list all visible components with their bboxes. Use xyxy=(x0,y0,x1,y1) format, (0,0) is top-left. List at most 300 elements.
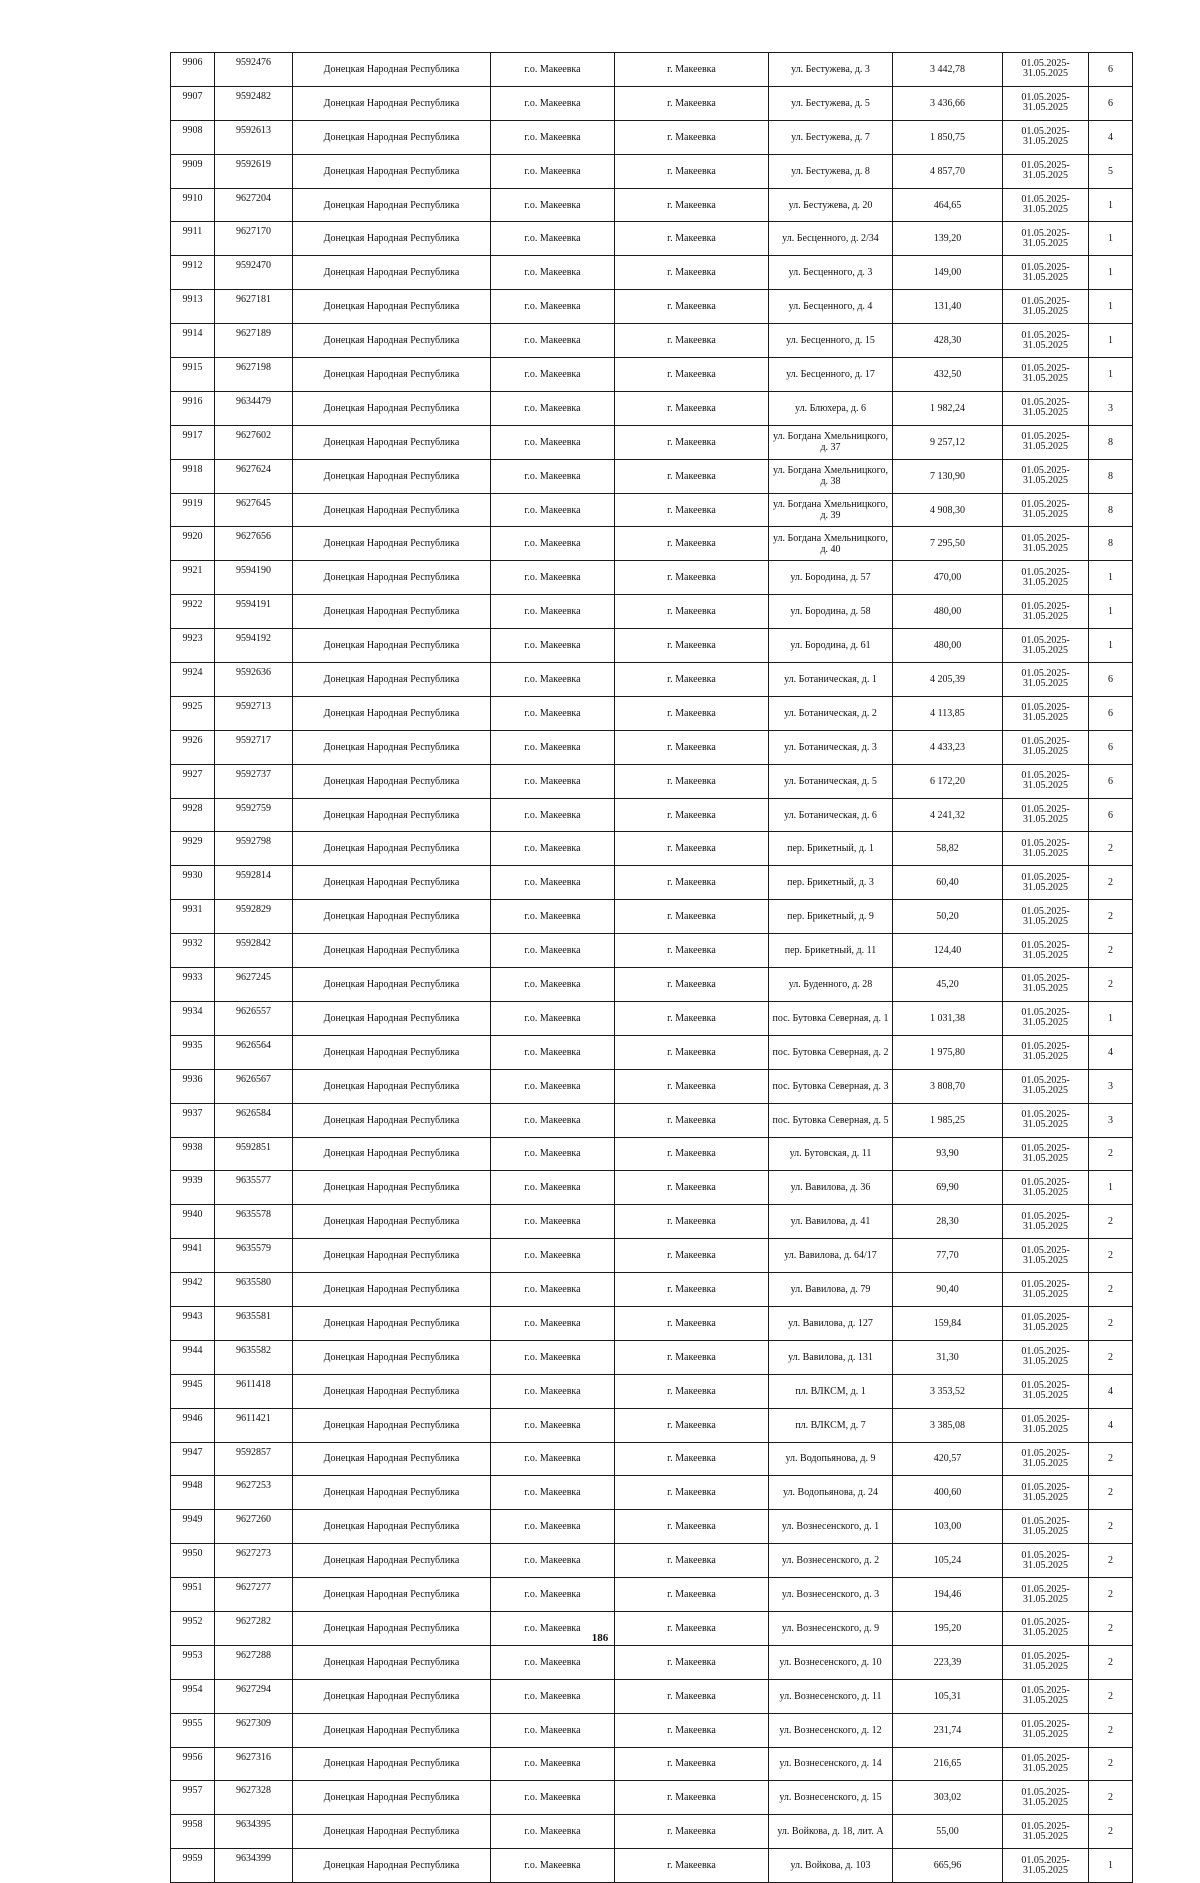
object-id-cell: 9627204 xyxy=(215,188,293,222)
row-number-cell: 9935 xyxy=(171,1035,215,1069)
count-cell: 2 xyxy=(1089,968,1133,1002)
district-cell: г.о. Макеевка xyxy=(491,1713,615,1747)
area-cell: 90,40 xyxy=(893,1273,1003,1307)
region-cell: Донецкая Народная Республика xyxy=(293,798,491,832)
area-cell: 216,65 xyxy=(893,1747,1003,1781)
area-cell: 231,74 xyxy=(893,1713,1003,1747)
object-id-cell: 9627277 xyxy=(215,1578,293,1612)
district-cell: г.о. Макеевка xyxy=(491,1781,615,1815)
period-cell: 01.05.2025-31.05.2025 xyxy=(1003,1069,1089,1103)
count-cell: 6 xyxy=(1089,86,1133,120)
district-cell: г.о. Макеевка xyxy=(491,290,615,324)
period-cell: 01.05.2025-31.05.2025 xyxy=(1003,1374,1089,1408)
city-cell: г. Макеевка xyxy=(615,1306,769,1340)
region-cell: Донецкая Народная Республика xyxy=(293,1476,491,1510)
count-cell: 5 xyxy=(1089,154,1133,188)
count-cell: 4 xyxy=(1089,120,1133,154)
period-cell: 01.05.2025-31.05.2025 xyxy=(1003,1645,1089,1679)
table-row xyxy=(171,595,1133,629)
count-cell: 2 xyxy=(1089,1815,1133,1849)
count-cell: 8 xyxy=(1089,459,1133,493)
area-cell: 159,84 xyxy=(893,1306,1003,1340)
city-cell: г. Макеевка xyxy=(615,188,769,222)
address-cell: пер. Брикетный, д. 3 xyxy=(769,866,893,900)
table-row xyxy=(171,1679,1133,1713)
city-cell: г. Макеевка xyxy=(615,561,769,595)
table-row xyxy=(171,968,1133,1002)
district-cell: г.о. Макеевка xyxy=(491,764,615,798)
city-cell: г. Макеевка xyxy=(615,1239,769,1273)
city-cell: г. Макеевка xyxy=(615,1476,769,1510)
period-cell: 01.05.2025-31.05.2025 xyxy=(1003,1273,1089,1307)
row-number-cell: 9944 xyxy=(171,1340,215,1374)
district-cell: г.о. Макеевка xyxy=(491,1645,615,1679)
period-cell: 01.05.2025-31.05.2025 xyxy=(1003,1849,1089,1883)
city-cell: г. Макеевка xyxy=(615,730,769,764)
city-cell: г. Макеевка xyxy=(615,1035,769,1069)
count-cell: 2 xyxy=(1089,1645,1133,1679)
object-id-cell: 9635580 xyxy=(215,1273,293,1307)
region-cell: Донецкая Народная Республика xyxy=(293,459,491,493)
object-id-cell: 9592717 xyxy=(215,730,293,764)
row-number-cell: 9931 xyxy=(171,900,215,934)
area-cell: 480,00 xyxy=(893,595,1003,629)
object-id-cell: 9626567 xyxy=(215,1069,293,1103)
region-cell: Донецкая Народная Республика xyxy=(293,1069,491,1103)
row-number-cell: 9936 xyxy=(171,1069,215,1103)
region-cell: Донецкая Народная Республика xyxy=(293,1781,491,1815)
district-cell: г.о. Макеевка xyxy=(491,324,615,358)
object-id-cell: 9592476 xyxy=(215,53,293,87)
district-cell: г.о. Макеевка xyxy=(491,1137,615,1171)
row-number-cell: 9913 xyxy=(171,290,215,324)
district-cell: г.о. Макеевка xyxy=(491,1408,615,1442)
region-cell: Донецкая Народная Республика xyxy=(293,1679,491,1713)
city-cell: г. Макеевка xyxy=(615,900,769,934)
table-row xyxy=(171,764,1133,798)
table-row xyxy=(171,1849,1133,1883)
city-cell: г. Макеевка xyxy=(615,86,769,120)
count-cell: 2 xyxy=(1089,832,1133,866)
district-cell: г.о. Макеевка xyxy=(491,1544,615,1578)
period-cell: 01.05.2025-31.05.2025 xyxy=(1003,256,1089,290)
period-cell: 01.05.2025-31.05.2025 xyxy=(1003,425,1089,459)
city-cell: г. Макеевка xyxy=(615,1273,769,1307)
district-cell: г.о. Макеевка xyxy=(491,798,615,832)
city-cell: г. Макеевка xyxy=(615,53,769,87)
address-cell: ул. Бесценного, д. 3 xyxy=(769,256,893,290)
address-cell: ул. Блюхера, д. 6 xyxy=(769,391,893,425)
period-cell: 01.05.2025-31.05.2025 xyxy=(1003,663,1089,697)
count-cell: 1 xyxy=(1089,561,1133,595)
object-id-cell: 9592814 xyxy=(215,866,293,900)
table-row xyxy=(171,1544,1133,1578)
area-cell: 131,40 xyxy=(893,290,1003,324)
object-id-cell: 9627602 xyxy=(215,425,293,459)
district-cell: г.о. Макеевка xyxy=(491,222,615,256)
region-cell: Донецкая Народная Республика xyxy=(293,1340,491,1374)
object-id-cell: 9592619 xyxy=(215,154,293,188)
table-row xyxy=(171,53,1133,87)
table-row xyxy=(171,154,1133,188)
row-number-cell: 9938 xyxy=(171,1137,215,1171)
object-id-cell: 9626584 xyxy=(215,1103,293,1137)
table-row xyxy=(171,120,1133,154)
area-cell: 4 857,70 xyxy=(893,154,1003,188)
district-cell: г.о. Макеевка xyxy=(491,934,615,968)
area-cell: 665,96 xyxy=(893,1849,1003,1883)
table-row xyxy=(171,527,1133,561)
district-cell: г.о. Макеевка xyxy=(491,120,615,154)
region-cell: Донецкая Народная Республика xyxy=(293,1578,491,1612)
period-cell: 01.05.2025-31.05.2025 xyxy=(1003,1171,1089,1205)
table-row xyxy=(171,1374,1133,1408)
area-cell: 60,40 xyxy=(893,866,1003,900)
object-id-cell: 9627294 xyxy=(215,1679,293,1713)
area-cell: 50,20 xyxy=(893,900,1003,934)
count-cell: 2 xyxy=(1089,866,1133,900)
address-cell: ул. Войкова, д. 18, лит. А xyxy=(769,1815,893,1849)
area-cell: 1 975,80 xyxy=(893,1035,1003,1069)
object-id-cell: 9626557 xyxy=(215,1001,293,1035)
object-id-cell: 9611418 xyxy=(215,1374,293,1408)
city-cell: г. Макеевка xyxy=(615,1510,769,1544)
period-cell: 01.05.2025-31.05.2025 xyxy=(1003,798,1089,832)
region-cell: Донецкая Народная Республика xyxy=(293,1137,491,1171)
table-row xyxy=(171,1645,1133,1679)
table-row xyxy=(171,1340,1133,1374)
count-cell: 2 xyxy=(1089,1306,1133,1340)
row-number-cell: 9948 xyxy=(171,1476,215,1510)
row-number-cell: 9921 xyxy=(171,561,215,595)
district-cell: г.о. Макеевка xyxy=(491,900,615,934)
object-id-cell: 9627288 xyxy=(215,1645,293,1679)
address-cell: пос. Бутовка Северная, д. 5 xyxy=(769,1103,893,1137)
table-row xyxy=(171,1476,1133,1510)
row-number-cell: 9939 xyxy=(171,1171,215,1205)
city-cell: г. Макеевка xyxy=(615,391,769,425)
region-cell: Донецкая Народная Республика xyxy=(293,1747,491,1781)
area-cell: 93,90 xyxy=(893,1137,1003,1171)
object-id-cell: 9627170 xyxy=(215,222,293,256)
district-cell: г.о. Макеевка xyxy=(491,1069,615,1103)
table-row xyxy=(171,425,1133,459)
row-number-cell: 9950 xyxy=(171,1544,215,1578)
row-number-cell: 9932 xyxy=(171,934,215,968)
district-cell: г.о. Макеевка xyxy=(491,1205,615,1239)
period-cell: 01.05.2025-31.05.2025 xyxy=(1003,1747,1089,1781)
address-cell: ул. Ботаническая, д. 6 xyxy=(769,798,893,832)
count-cell: 2 xyxy=(1089,1544,1133,1578)
address-cell: ул. Ботаническая, д. 3 xyxy=(769,730,893,764)
district-cell: г.о. Макеевка xyxy=(491,866,615,900)
period-cell: 01.05.2025-31.05.2025 xyxy=(1003,1815,1089,1849)
district-cell: г.о. Макеевка xyxy=(491,1273,615,1307)
district-cell: г.о. Макеевка xyxy=(491,1239,615,1273)
count-cell: 1 xyxy=(1089,358,1133,392)
period-cell: 01.05.2025-31.05.2025 xyxy=(1003,120,1089,154)
region-cell: Донецкая Народная Республика xyxy=(293,1306,491,1340)
table-row xyxy=(171,1306,1133,1340)
object-id-cell: 9592636 xyxy=(215,663,293,697)
area-cell: 3 436,66 xyxy=(893,86,1003,120)
object-id-cell: 9634399 xyxy=(215,1849,293,1883)
period-cell: 01.05.2025-31.05.2025 xyxy=(1003,1340,1089,1374)
district-cell: г.о. Макеевка xyxy=(491,1306,615,1340)
object-id-cell: 9627645 xyxy=(215,493,293,527)
table-row xyxy=(171,798,1133,832)
count-cell: 2 xyxy=(1089,1239,1133,1273)
address-cell: пер. Брикетный, д. 9 xyxy=(769,900,893,934)
address-cell: ул. Бестужева, д. 8 xyxy=(769,154,893,188)
district-cell: г.о. Макеевка xyxy=(491,493,615,527)
row-number-cell: 9909 xyxy=(171,154,215,188)
period-cell: 01.05.2025-31.05.2025 xyxy=(1003,629,1089,663)
row-number-cell: 9942 xyxy=(171,1273,215,1307)
page-number: 186 xyxy=(591,1632,609,1644)
area-cell: 9 257,12 xyxy=(893,425,1003,459)
object-id-cell: 9594192 xyxy=(215,629,293,663)
city-cell: г. Макеевка xyxy=(615,425,769,459)
table-row xyxy=(171,934,1133,968)
count-cell: 1 xyxy=(1089,629,1133,663)
row-number-cell: 9924 xyxy=(171,663,215,697)
table-row xyxy=(171,1408,1133,1442)
district-cell: г.о. Макеевка xyxy=(491,595,615,629)
count-cell: 2 xyxy=(1089,1510,1133,1544)
area-cell: 470,00 xyxy=(893,561,1003,595)
city-cell: г. Макеевка xyxy=(615,1374,769,1408)
city-cell: г. Макеевка xyxy=(615,290,769,324)
object-id-cell: 9627656 xyxy=(215,527,293,561)
row-number-cell: 9907 xyxy=(171,86,215,120)
row-number-cell: 9910 xyxy=(171,188,215,222)
city-cell: г. Макеевка xyxy=(615,1645,769,1679)
region-cell: Донецкая Народная Республика xyxy=(293,527,491,561)
district-cell: г.о. Макеевка xyxy=(491,1374,615,1408)
count-cell: 1 xyxy=(1089,290,1133,324)
region-cell: Донецкая Народная Республика xyxy=(293,1442,491,1476)
count-cell: 6 xyxy=(1089,696,1133,730)
period-cell: 01.05.2025-31.05.2025 xyxy=(1003,290,1089,324)
address-cell: ул. Бесценного, д. 2/34 xyxy=(769,222,893,256)
city-cell: г. Макеевка xyxy=(615,595,769,629)
period-cell: 01.05.2025-31.05.2025 xyxy=(1003,86,1089,120)
region-cell: Донецкая Народная Республика xyxy=(293,1273,491,1307)
period-cell: 01.05.2025-31.05.2025 xyxy=(1003,188,1089,222)
address-cell: ул. Бородина, д. 57 xyxy=(769,561,893,595)
district-cell: г.о. Макеевка xyxy=(491,1747,615,1781)
table-row xyxy=(171,1713,1133,1747)
row-number-cell: 9951 xyxy=(171,1578,215,1612)
region-cell: Донецкая Народная Республика xyxy=(293,1815,491,1849)
address-cell: пос. Бутовка Северная, д. 3 xyxy=(769,1069,893,1103)
address-cell: ул. Бесценного, д. 4 xyxy=(769,290,893,324)
object-id-cell: 9594191 xyxy=(215,595,293,629)
period-cell: 01.05.2025-31.05.2025 xyxy=(1003,1578,1089,1612)
count-cell: 2 xyxy=(1089,1747,1133,1781)
count-cell: 6 xyxy=(1089,663,1133,697)
table-row xyxy=(171,1578,1133,1612)
row-number-cell: 9915 xyxy=(171,358,215,392)
area-cell: 1 031,38 xyxy=(893,1001,1003,1035)
count-cell: 2 xyxy=(1089,1442,1133,1476)
buildings-table xyxy=(170,52,1133,1883)
region-cell: Донецкая Народная Республика xyxy=(293,1239,491,1273)
object-id-cell: 9627309 xyxy=(215,1713,293,1747)
document-table-container xyxy=(170,52,1132,1883)
area-cell: 45,20 xyxy=(893,968,1003,1002)
period-cell: 01.05.2025-31.05.2025 xyxy=(1003,391,1089,425)
count-cell: 1 xyxy=(1089,1849,1133,1883)
row-number-cell: 9940 xyxy=(171,1205,215,1239)
city-cell: г. Макеевка xyxy=(615,493,769,527)
district-cell: г.о. Макеевка xyxy=(491,1103,615,1137)
city-cell: г. Макеевка xyxy=(615,222,769,256)
region-cell: Донецкая Народная Республика xyxy=(293,86,491,120)
period-cell: 01.05.2025-31.05.2025 xyxy=(1003,1611,1089,1645)
count-cell: 2 xyxy=(1089,1340,1133,1374)
period-cell: 01.05.2025-31.05.2025 xyxy=(1003,154,1089,188)
district-cell: г.о. Макеевка xyxy=(491,256,615,290)
city-cell: г. Макеевка xyxy=(615,1137,769,1171)
address-cell: ул. Вавилова, д. 41 xyxy=(769,1205,893,1239)
row-number-cell: 9919 xyxy=(171,493,215,527)
address-cell: ул. Ботаническая, д. 5 xyxy=(769,764,893,798)
table-row xyxy=(171,730,1133,764)
district-cell: г.о. Макеевка xyxy=(491,629,615,663)
area-cell: 4 433,23 xyxy=(893,730,1003,764)
period-cell: 01.05.2025-31.05.2025 xyxy=(1003,324,1089,358)
count-cell: 1 xyxy=(1089,256,1133,290)
row-number-cell: 9957 xyxy=(171,1781,215,1815)
period-cell: 01.05.2025-31.05.2025 xyxy=(1003,696,1089,730)
city-cell: г. Макеевка xyxy=(615,1611,769,1645)
object-id-cell: 9627282 xyxy=(215,1611,293,1645)
period-cell: 01.05.2025-31.05.2025 xyxy=(1003,832,1089,866)
region-cell: Донецкая Народная Республика xyxy=(293,53,491,87)
table-row xyxy=(171,663,1133,697)
area-cell: 3 385,08 xyxy=(893,1408,1003,1442)
area-cell: 149,00 xyxy=(893,256,1003,290)
address-cell: ул. Бутовская, д. 11 xyxy=(769,1137,893,1171)
period-cell: 01.05.2025-31.05.2025 xyxy=(1003,1713,1089,1747)
count-cell: 2 xyxy=(1089,1578,1133,1612)
area-cell: 58,82 xyxy=(893,832,1003,866)
address-cell: ул. Вавилова, д. 64/17 xyxy=(769,1239,893,1273)
row-number-cell: 9917 xyxy=(171,425,215,459)
district-cell: г.о. Макеевка xyxy=(491,696,615,730)
object-id-cell: 9592470 xyxy=(215,256,293,290)
period-cell: 01.05.2025-31.05.2025 xyxy=(1003,1442,1089,1476)
count-cell: 8 xyxy=(1089,527,1133,561)
table-row xyxy=(171,1171,1133,1205)
address-cell: ул. Ботаническая, д. 2 xyxy=(769,696,893,730)
region-cell: Донецкая Народная Республика xyxy=(293,832,491,866)
area-cell: 7 130,90 xyxy=(893,459,1003,493)
row-number-cell: 9949 xyxy=(171,1510,215,1544)
city-cell: г. Макеевка xyxy=(615,256,769,290)
table-row xyxy=(171,1205,1133,1239)
period-cell: 01.05.2025-31.05.2025 xyxy=(1003,1510,1089,1544)
city-cell: г. Макеевка xyxy=(615,1578,769,1612)
table-row xyxy=(171,1510,1133,1544)
period-cell: 01.05.2025-31.05.2025 xyxy=(1003,1781,1089,1815)
address-cell: ул. Вознесенского, д. 10 xyxy=(769,1645,893,1679)
area-cell: 1 982,24 xyxy=(893,391,1003,425)
object-id-cell: 9626564 xyxy=(215,1035,293,1069)
period-cell: 01.05.2025-31.05.2025 xyxy=(1003,53,1089,87)
period-cell: 01.05.2025-31.05.2025 xyxy=(1003,1679,1089,1713)
address-cell: ул. Вознесенского, д. 15 xyxy=(769,1781,893,1815)
period-cell: 01.05.2025-31.05.2025 xyxy=(1003,222,1089,256)
region-cell: Донецкая Народная Республика xyxy=(293,1611,491,1645)
table-row xyxy=(171,222,1133,256)
table-row xyxy=(171,1815,1133,1849)
object-id-cell: 9627245 xyxy=(215,968,293,1002)
table-row xyxy=(171,1442,1133,1476)
district-cell: г.о. Макеевка xyxy=(491,1849,615,1883)
address-cell: ул. Бестужева, д. 3 xyxy=(769,53,893,87)
district-cell: г.о. Макеевка xyxy=(491,1442,615,1476)
count-cell: 1 xyxy=(1089,595,1133,629)
row-number-cell: 9911 xyxy=(171,222,215,256)
address-cell: пер. Брикетный, д. 11 xyxy=(769,934,893,968)
row-number-cell: 9946 xyxy=(171,1408,215,1442)
city-cell: г. Макеевка xyxy=(615,459,769,493)
count-cell: 6 xyxy=(1089,730,1133,764)
table-row xyxy=(171,358,1133,392)
period-cell: 01.05.2025-31.05.2025 xyxy=(1003,1408,1089,1442)
district-cell: г.о. Макеевка xyxy=(491,358,615,392)
city-cell: г. Макеевка xyxy=(615,696,769,730)
region-cell: Донецкая Народная Республика xyxy=(293,1205,491,1239)
area-cell: 480,00 xyxy=(893,629,1003,663)
city-cell: г. Макеевка xyxy=(615,1713,769,1747)
district-cell: г.о. Макеевка xyxy=(491,86,615,120)
table-row xyxy=(171,866,1133,900)
period-cell: 01.05.2025-31.05.2025 xyxy=(1003,764,1089,798)
city-cell: г. Макеевка xyxy=(615,1069,769,1103)
address-cell: ул. Богдана Хмельницкого, д. 39 xyxy=(769,493,893,527)
area-cell: 464,65 xyxy=(893,188,1003,222)
address-cell: пос. Бутовка Северная, д. 1 xyxy=(769,1001,893,1035)
area-cell: 3 442,78 xyxy=(893,53,1003,87)
region-cell: Донецкая Народная Республика xyxy=(293,358,491,392)
region-cell: Донецкая Народная Республика xyxy=(293,154,491,188)
area-cell: 77,70 xyxy=(893,1239,1003,1273)
row-number-cell: 9934 xyxy=(171,1001,215,1035)
period-cell: 01.05.2025-31.05.2025 xyxy=(1003,1476,1089,1510)
period-cell: 01.05.2025-31.05.2025 xyxy=(1003,459,1089,493)
count-cell: 2 xyxy=(1089,1205,1133,1239)
address-cell: ул. Ботаническая, д. 1 xyxy=(769,663,893,697)
region-cell: Донецкая Народная Республика xyxy=(293,290,491,324)
row-number-cell: 9943 xyxy=(171,1306,215,1340)
district-cell: г.о. Макеевка xyxy=(491,425,615,459)
district-cell: г.о. Макеевка xyxy=(491,154,615,188)
period-cell: 01.05.2025-31.05.2025 xyxy=(1003,934,1089,968)
object-id-cell: 9592798 xyxy=(215,832,293,866)
area-cell: 428,30 xyxy=(893,324,1003,358)
address-cell: ул. Богдана Хмельницкого, д. 37 xyxy=(769,425,893,459)
city-cell: г. Макеевка xyxy=(615,1747,769,1781)
address-cell: ул. Бестужева, д. 20 xyxy=(769,188,893,222)
area-cell: 3 353,52 xyxy=(893,1374,1003,1408)
count-cell: 6 xyxy=(1089,53,1133,87)
region-cell: Донецкая Народная Республика xyxy=(293,934,491,968)
row-number-cell: 9918 xyxy=(171,459,215,493)
